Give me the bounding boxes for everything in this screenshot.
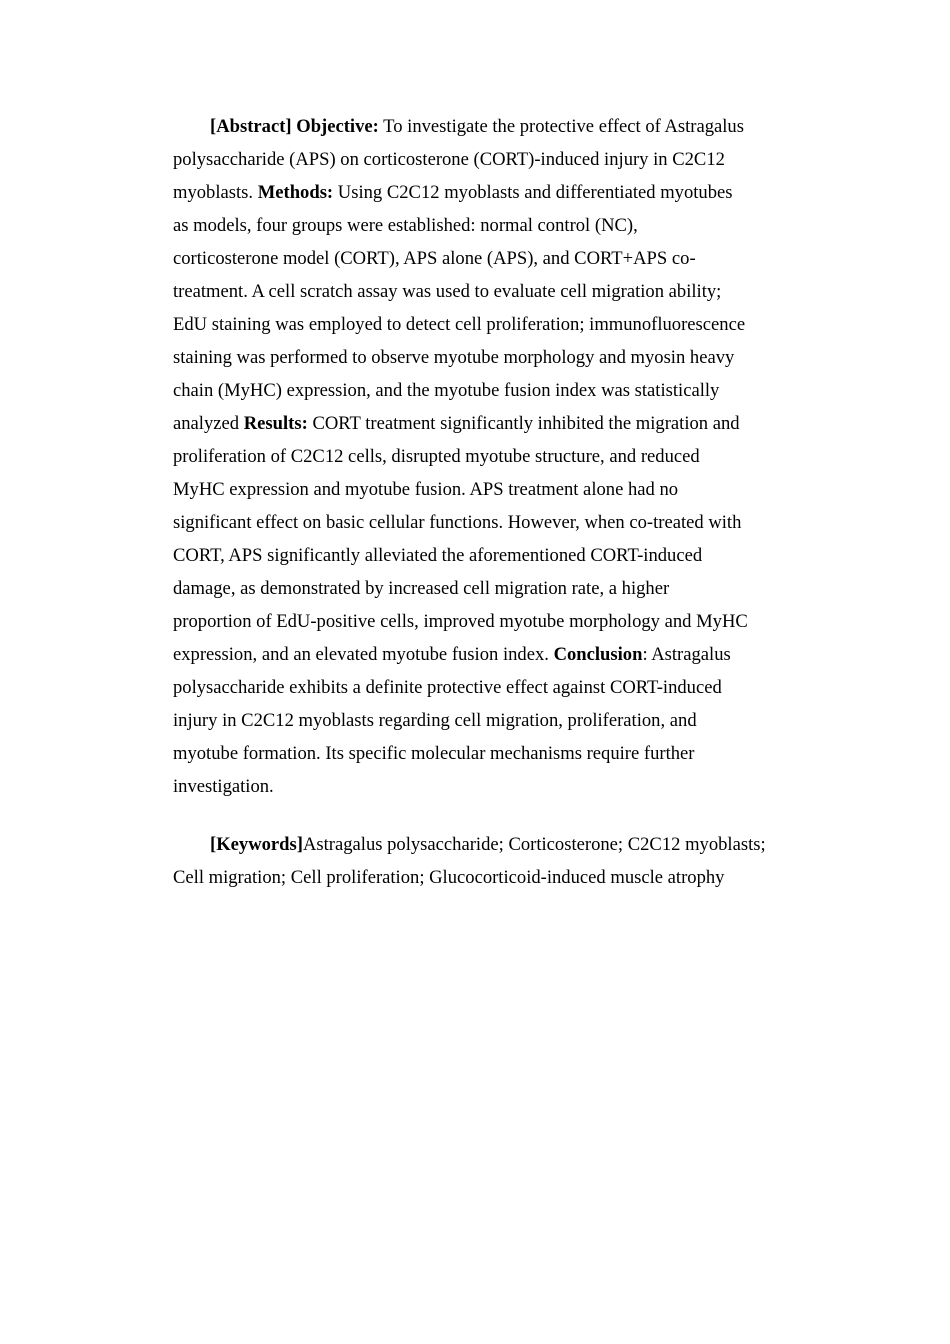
abstract-line: CORT, APS significantly alleviated the aforementioned CORT-induced (173, 545, 703, 566)
methods-label: Methods: (257, 182, 334, 203)
abstract-text: : Astragalus (642, 644, 731, 665)
abstract-line: MyHC expression and myotube fusion. APS treatment alone had no (173, 479, 679, 500)
abstract-line: damage, as demonstrated by increased cell migration rate, a higher (173, 578, 670, 599)
abstract-line: myotube formation. Its specific molecular mechanisms require further (173, 743, 695, 764)
abstract-line (173, 638, 803, 671)
abstract-line: proportion of EdU-positive cells, improved myotube morphology and MyHC (173, 611, 748, 632)
abstract-line: polysaccharide exhibits a definite protective effect against CORT-induced (173, 677, 722, 698)
abstract-section (173, 110, 803, 803)
results-label: Results: (243, 413, 308, 434)
abstract-text: myoblasts. (173, 182, 254, 203)
abstract-line: proliferation of C2C12 cells, disrupted myotube structure, and reduced (173, 446, 700, 467)
abstract-line: staining was performed to observe myotube morphology and myosin heavy (173, 347, 735, 368)
abstract-text: analyzed (173, 413, 240, 434)
abstract-line: investigation. (173, 776, 274, 797)
objective-label: Objective: (296, 116, 379, 137)
abstract-line: injury in C2C12 myoblasts regarding cell migration, proliferation, and (173, 710, 697, 731)
paper-page (173, 110, 803, 894)
abstract-text: expression, and an elevated myotube fusion index. (173, 644, 549, 665)
abstract-line: as models, four groups were established: normal control (NC), (173, 215, 638, 236)
keywords-text: Astragalus polysaccharide; Corticosterone; C2C12 myoblasts; (302, 834, 766, 855)
keywords-line (173, 828, 803, 861)
abstract-line: EdU staining was employed to detect cell proliferation; immunofluorescence (173, 314, 746, 335)
abstract-line (173, 407, 803, 440)
abstract-line: corticosterone model (CORT), APS alone (APS), and CORT+APS co- (173, 248, 696, 269)
conclusion-label: Conclusion (553, 644, 643, 665)
abstract-line: treatment. A cell scratch assay was used to evaluate cell migration ability; (173, 281, 722, 302)
keywords-label: [Keywords] (210, 834, 303, 855)
abstract-line (173, 110, 803, 143)
abstract-line (173, 176, 803, 209)
abstract-line: polysaccharide (APS) on corticosterone (CORT)-induced injury in C2C12 (173, 149, 725, 170)
abstract-text: To investigate the protective effect of Astragalus (383, 116, 744, 137)
paragraph-spacer (173, 803, 803, 828)
abstract-text: Using C2C12 myoblasts and differentiated myotubes (337, 182, 733, 203)
abstract-text: CORT treatment significantly inhibited the migration and (312, 413, 740, 434)
keywords-section (173, 828, 803, 894)
abstract-line: significant effect on basic cellular functions. However, when co-treated with (173, 512, 742, 533)
keywords-line: Cell migration; Cell proliferation; Glucocorticoid-induced muscle atrophy (173, 867, 725, 888)
abstract-heading: [Abstract] (210, 116, 292, 137)
abstract-line: chain (MyHC) expression, and the myotube fusion index was statistically (173, 380, 720, 401)
